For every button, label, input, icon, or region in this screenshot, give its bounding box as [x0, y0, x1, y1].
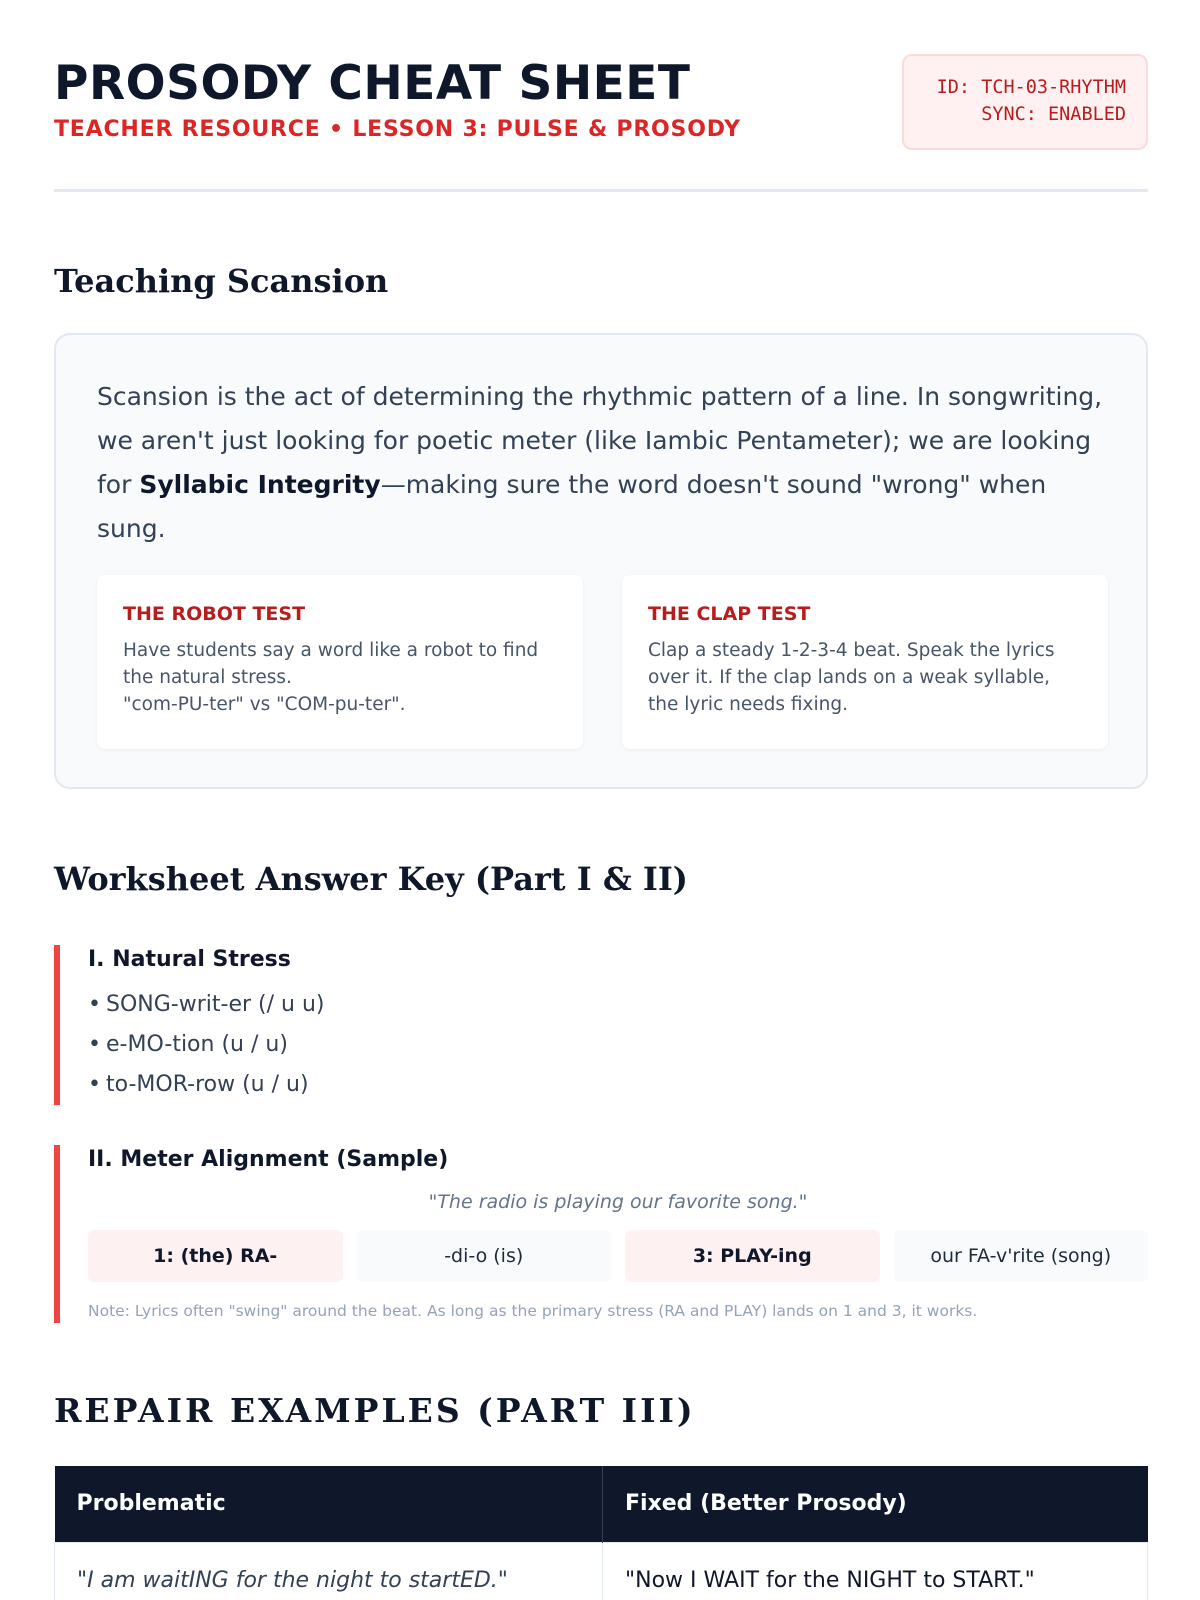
meter-note: Note: Lyrics often "swing" around the beat. As long as the primary stress (RA and PLAY) lands on 1 and 3, it works. [88, 1302, 978, 1320]
stress-answer: e-MO-tion (u / u) [106, 1032, 288, 1057]
fixed-cell: "Now I WAIT for the NIGHT to START." [603, 1542, 1148, 1600]
robot-test-body-line: Have students say a word like a robot to find the natural stress. [123, 640, 539, 688]
beat-cell-1: 1: (the) RA- [88, 1230, 343, 1282]
clap-test-body: Clap a steady 1-2-3-4 beat. Speak the lyrics over it. If the clap lands on a weak syllable, the lyric needs fixing. [648, 640, 1055, 715]
table-header-row [55, 1466, 1148, 1542]
column-header-fixed: Fixed (Better Prosody) [603, 1466, 1148, 1542]
id-line: ID: TCH-03-RHYTHM [936, 77, 1126, 98]
bullet-icon: • [88, 1032, 101, 1057]
bullet-icon: • [88, 1072, 101, 1097]
sample-lyric-quote: "The radio is playing our favorite song." [428, 1191, 808, 1213]
robot-test-body [123, 637, 557, 718]
repair-table [54, 1466, 1148, 1600]
cheat-sheet-page [54, 0, 1148, 1593]
list-item [88, 1025, 1148, 1065]
stress-answer: SONG-writ-er (/ u u) [106, 992, 325, 1017]
sync-line: SYNC: ENABLED [981, 104, 1126, 125]
table-row [55, 1542, 1148, 1600]
natural-stress-block [54, 945, 1148, 1105]
intro-text-end: —making sure the word doesn't sound "wrong" when sung. [97, 470, 1047, 543]
robot-test-card [97, 575, 583, 749]
section-heading-worksheet: Worksheet Answer Key (Part I & II) [54, 860, 688, 898]
natural-stress-list [88, 985, 1148, 1105]
meter-alignment-block [54, 1145, 1148, 1323]
page-header [54, 0, 1148, 192]
list-item [88, 1065, 1148, 1105]
beat-cell-4: our FA-v'rite (song) [894, 1230, 1149, 1282]
robot-test-title: THE ROBOT TEST [123, 603, 306, 625]
beat-cell-3: 3: PLAY-ing [625, 1230, 880, 1282]
intro-bold-term: Syllabic Integrity [139, 470, 381, 499]
stress-answer: to-MOR-row (u / u) [106, 1072, 309, 1097]
clap-test-title: THE CLAP TEST [648, 603, 811, 625]
scansion-card [54, 333, 1148, 789]
natural-stress-title: I. Natural Stress [88, 947, 291, 972]
section-heading-scansion: Teaching Scansion [54, 262, 389, 300]
beat-grid [88, 1230, 1148, 1282]
beat-cell-2: -di-o (is) [357, 1230, 612, 1282]
page-subtitle: TEACHER RESOURCE • LESSON 3: PULSE & PROSODY [54, 117, 741, 142]
id-badge [902, 54, 1148, 150]
clap-test-card [622, 575, 1108, 749]
problematic-cell: "I am waitING for the night to startED." [55, 1542, 603, 1600]
intro-text-start: Scansion is the act of determining the rhythmic pattern of a line. In songwriting, we aren't just looking for poetic meter (like Iambic Pentameter); we are looking for [97, 382, 1103, 499]
scansion-intro [97, 375, 1107, 551]
column-header-problematic: Problematic [55, 1466, 603, 1542]
robot-test-example: "com-PU-ter" vs "COM-pu-ter". [123, 694, 406, 715]
bullet-icon: • [88, 992, 101, 1017]
page-title: PROSODY CHEAT SHEET [54, 56, 691, 111]
list-item [88, 985, 1148, 1025]
meter-alignment-title: II. Meter Alignment (Sample) [88, 1147, 449, 1172]
section-heading-repair: REPAIR EXAMPLES (PART III) [54, 1391, 696, 1430]
